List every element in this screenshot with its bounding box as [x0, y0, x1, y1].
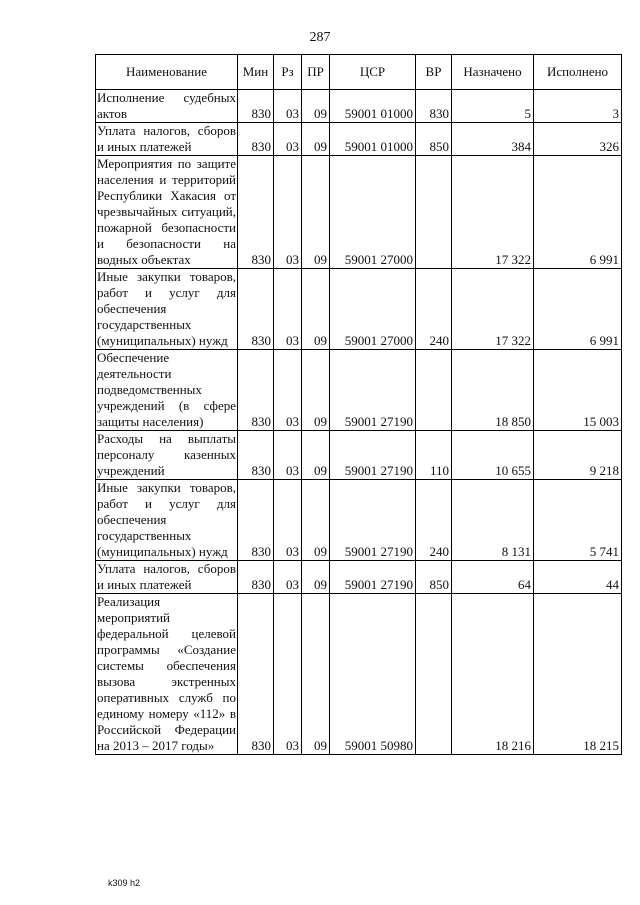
header-cell: Наименование: [96, 55, 238, 90]
cell-min: 830: [238, 431, 274, 480]
cell-csr: 59001 27000: [330, 269, 416, 350]
cell-name: Обеспечение деятельности подведомственных учреждений (в сфере защиты населения): [97, 350, 236, 429]
header-cell: Назначено: [452, 55, 534, 90]
cell-naznacheno: 384: [452, 123, 534, 156]
cell-csr: 59001 27190: [330, 350, 416, 431]
cell-rz: 03: [274, 594, 302, 755]
cell-naznacheno: 10 655: [452, 431, 534, 480]
cell-ispolneno: 9 218: [534, 431, 622, 480]
cell-csr: 59001 27000: [330, 156, 416, 269]
table-row: [96, 480, 622, 561]
cell-pr: 09: [302, 594, 330, 755]
cell-rz: 03: [274, 90, 302, 123]
cell-ispolneno: 44: [534, 561, 622, 594]
cell-pr: 09: [302, 431, 330, 480]
cell-vr: 240: [416, 480, 452, 561]
cell-ispolneno: 15 003: [534, 350, 622, 431]
table-row: [96, 123, 622, 156]
header-cell: ВР: [416, 55, 452, 90]
cell-name: Иные закупки товаров, работ и услуг для обеспечения государственных (муниципальных) нужд: [97, 480, 236, 559]
cell-naznacheno: 8 131: [452, 480, 534, 561]
cell-min: 830: [238, 594, 274, 755]
header-cell: Исполнено: [534, 55, 622, 90]
page-number: 287: [309, 30, 331, 45]
table-row: [96, 431, 622, 480]
cell-ispolneno: 18 215: [534, 594, 622, 755]
cell-min: 830: [238, 480, 274, 561]
cell-ispolneno: 3: [534, 90, 622, 123]
cell-naznacheno: 5: [452, 90, 534, 123]
cell-naznacheno: 18 850: [452, 350, 534, 431]
header-row: [96, 55, 622, 90]
cell-pr: 09: [302, 269, 330, 350]
cell-pr: 09: [302, 561, 330, 594]
cell-min: 830: [238, 350, 274, 431]
cell-vr: [416, 350, 452, 431]
cell-name: Реализация мероприятий федеральной целевой программы «Создание системы обеспечения вызова экстренных оперативных служб по единому номеру «112» в Российской Федерации на 2013 – 2017 годы»: [97, 594, 236, 753]
cell-rz: 03: [274, 431, 302, 480]
footer-code: k309 h2: [108, 878, 141, 888]
header-cell: Мин: [238, 55, 274, 90]
cell-vr: 110: [416, 431, 452, 480]
cell-vr: 830: [416, 90, 452, 123]
cell-naznacheno: 17 322: [452, 156, 534, 269]
cell-rz: 03: [274, 123, 302, 156]
cell-vr: 850: [416, 123, 452, 156]
cell-vr: [416, 594, 452, 755]
table-row: [96, 90, 622, 123]
cell-csr: 59001 27190: [330, 480, 416, 561]
cell-min: 830: [238, 561, 274, 594]
table-row: [96, 269, 622, 350]
header-cell: Рз: [274, 55, 302, 90]
cell-ispolneno: 6 991: [534, 269, 622, 350]
cell-rz: 03: [274, 561, 302, 594]
header-cell: ЦСР: [330, 55, 416, 90]
cell-pr: 09: [302, 480, 330, 561]
cell-naznacheno: 18 216: [452, 594, 534, 755]
cell-name: Уплата налогов, сборов и иных платежей: [97, 561, 236, 592]
cell-name: Исполнение судебных актов: [97, 90, 236, 121]
cell-csr: 59001 01000: [330, 123, 416, 156]
cell-csr: 59001 27190: [330, 561, 416, 594]
cell-naznacheno: 17 322: [452, 269, 534, 350]
cell-min: 830: [238, 123, 274, 156]
cell-min: 830: [238, 269, 274, 350]
table-row: [96, 350, 622, 431]
table-row: [96, 594, 622, 755]
cell-rz: 03: [274, 269, 302, 350]
cell-ispolneno: 326: [534, 123, 622, 156]
cell-rz: 03: [274, 156, 302, 269]
budget-table: [95, 54, 622, 755]
cell-pr: 09: [302, 123, 330, 156]
cell-ispolneno: 6 991: [534, 156, 622, 269]
cell-min: 830: [238, 90, 274, 123]
cell-vr: 850: [416, 561, 452, 594]
header-cell: ПР: [302, 55, 330, 90]
cell-pr: 09: [302, 90, 330, 123]
cell-pr: 09: [302, 350, 330, 431]
table-row: [96, 561, 622, 594]
cell-vr: [416, 156, 452, 269]
cell-csr: 59001 50980: [330, 594, 416, 755]
cell-csr: 59001 27190: [330, 431, 416, 480]
cell-naznacheno: 64: [452, 561, 534, 594]
cell-name: Уплата налогов, сборов и иных платежей: [97, 123, 236, 154]
cell-min: 830: [238, 156, 274, 269]
table-row: [96, 156, 622, 269]
cell-name: Расходы на выплаты персоналу казенных учреждений: [97, 431, 236, 478]
cell-rz: 03: [274, 480, 302, 561]
cell-name: Мероприятия по защите населения и территорий Республики Хакасия от чрезвычайных ситуаций, пожарной безопасности и безопасности на водных объектах: [97, 156, 236, 267]
cell-pr: 09: [302, 156, 330, 269]
cell-vr: 240: [416, 269, 452, 350]
cell-rz: 03: [274, 350, 302, 431]
cell-csr: 59001 01000: [330, 90, 416, 123]
cell-ispolneno: 5 741: [534, 480, 622, 561]
cell-name: Иные закупки товаров, работ и услуг для обеспечения государственных (муниципальных) нужд: [97, 269, 236, 348]
